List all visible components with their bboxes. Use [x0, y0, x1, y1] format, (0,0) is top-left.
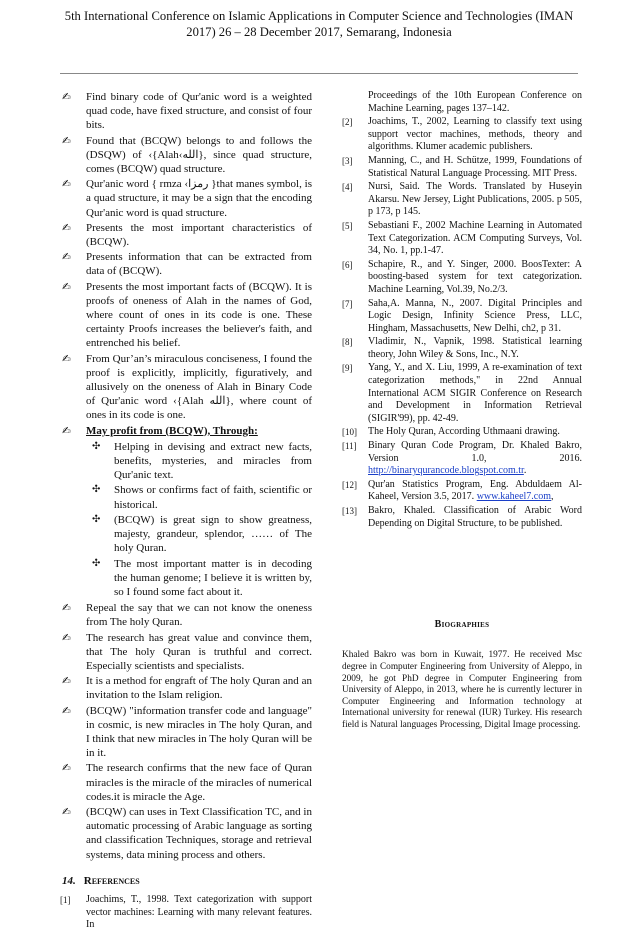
conference-header	[20, 8, 618, 40]
list-item: ✍ Found that (BCQW) belongs to and follows the (DSQW) of ‹{Alah‹الله}, since quad structure, comes (BCQW) quad structure.	[62, 134, 312, 176]
reference-item: [3] Manning, C., and H. Schütze, 1999, Foundations of Statistical Natural Language Processing. MIT Press.	[342, 154, 582, 179]
pencil-icon: ✍	[62, 704, 71, 717]
star-cross-icon: ✣	[92, 557, 101, 569]
pencil-icon: ✍	[62, 805, 71, 818]
section-title: References	[83, 874, 140, 887]
conclusion-list	[60, 90, 312, 862]
sub-list-item: ✣ Shows or confirms fact of faith, scientific or historical.	[92, 484, 312, 511]
biographies-heading: Biographies	[434, 619, 490, 631]
reference-item: [7] Saha,A. Manna, N., 2007. Digital Principles and Logic Design, Infinity Science Press, LLC, Hingham, Massachusetts, New Delhi, ch2, p 31.	[342, 297, 582, 334]
header-line-1: 5th International Conference on Islamic Applications in Computer Science and Technologies (IMAN	[64, 9, 574, 23]
pencil-icon: ✍	[62, 762, 71, 775]
references-heading	[62, 874, 312, 888]
list-item: ✍ Presents the most important facts of (BCQW). It is proofs of oneness of Alah in the names of God, where count of ones in its code is one. These certainty Proofs increases the believer's faith, and entrenched his belief.	[62, 280, 312, 350]
reference-link[interactable]: www.kaheel7.com	[476, 491, 552, 503]
pencil-icon: ✍	[62, 602, 71, 615]
list-item: ✍ Presents information that can be extracted from data of (BCQW).	[62, 251, 312, 278]
pencil-icon: ✍	[62, 280, 71, 293]
sub-list-item: ✣ (BCQW) is great sign to show greatness, majesty, grandeur, splendor, …… of The holy Quran.	[92, 513, 312, 555]
right-column	[342, 90, 582, 732]
reference-item: [2] Joachims, T., 2002, Learning to classify text using support vector machines, methods, theory and algorithms. Klumer academic publishers.	[342, 116, 582, 153]
star-cross-icon: ✣	[92, 484, 101, 496]
section-number: 14.	[62, 874, 76, 887]
reference-item: [13] Bakro, Khaled. Classification of Arabic Word Depending on Digital Structure, to be published.	[342, 505, 582, 529]
list-item: ✍ Presents the most important characteristics of (BCQW).	[62, 221, 312, 249]
reference-item: [11] Binary Quran Code Program, Dr. Khaled Bakro, Version 1.0, 2016. http://binaryqurancode.blogspot.com.tr.	[342, 440, 582, 477]
reference-item: [6] Schapire, R., and Y. Singer, 2000. BoosTexter: A boosting-based system for text categorization. Machine Learning, Vol.39, No.2/3.	[342, 258, 582, 295]
pencil-icon: ✍	[62, 134, 71, 147]
sub-list-item: ✣ Helping in devising and extract new facts, benefits, mysteries, and miracles from Qur'anic text.	[92, 440, 312, 482]
reference-item: [5] Sebastiani F., 2002 Machine Learning in Automated Text Categorization. ACM Computing Surveys, Vol. 34, No. 1, pp.1-47.	[342, 219, 582, 257]
list-item: ✍ Qur'anic word { rmza ‹رمزا }that manes symbol, is a quad structure, it may be a sign that the encoding Qur'anic word is quad structure.	[62, 178, 312, 219]
list-item: ✍ The research has great value and convince them, that The holy Quran is truthful and correct. Especially scientists and specialists.	[62, 631, 312, 672]
pencil-icon: ✍	[62, 675, 71, 688]
pencil-icon: ✍	[62, 251, 71, 264]
list-item: ✍ (BCQW) can uses in Text Classification TC, and in automatic processing of Arabic language as sorting and classification Techniques, storage and retrieval systems, data mining process and others.	[62, 805, 312, 861]
left-column	[60, 90, 312, 933]
pencil-icon: ✍	[62, 221, 71, 234]
list-item: ✍ From Qur’an’s miraculous conciseness, I found the proof is explicitly, implicitly, figuratively, and allusively on the oneness of Alah in Binary Code of Qur'anic word ‹{Alah الله}, where count of ones in its code is one.	[62, 352, 312, 422]
reference-item: [4] Nursi, Said. The Words. Translated by Huseyin Akarsu. New Jersey, Light Publications, 2005. p 505, p 173, p 145.	[342, 181, 582, 218]
pencil-icon: ✍	[62, 178, 71, 191]
sub-list-item: ✣ The most important matter is in decoding the human genome; I believe it is written by, so I found some fact about it.	[92, 557, 312, 598]
reference-link[interactable]: http://binaryqurancode.blogspot.com.tr	[368, 465, 524, 477]
reference-item: [1] Joachims, T., 1998. Text categorization with support vector machines: Learning with many relevant features. In	[60, 893, 312, 931]
reference-list-left	[60, 894, 312, 932]
pencil-icon: ✍	[62, 424, 71, 437]
list-item	[60, 424, 312, 599]
star-cross-icon: ✣	[92, 440, 101, 452]
list-item: ✍ Repeal the say that we can not know the oneness from The holy Quran.	[62, 602, 312, 629]
star-cross-icon: ✣	[92, 513, 101, 525]
reference-list-right	[342, 90, 582, 530]
reference-item: [9] Yang, Y., and X. Liu, 1999, A re-examination of text categorization methods," in 22nd Annual International ACM SIGIR Conference on Research and Development in Information Retrieval (SIGIR'99), pp. 42-49.	[342, 362, 582, 424]
biography-text: Khaled Bakro was born in Kuwait, 1977. He received Msc degree in Computer Engineering from University of Aleppo, in 2009, he got PhD degree in Computer Engineering from University of Aleppo, in 2013, where he is currently lecturer in Computer Engineering and Information technology at International university for renewal (IUR) Turkey. His research field is Natural languages Processing, Digital Image processing.	[342, 650, 582, 730]
pencil-icon: ✍	[62, 352, 71, 365]
pencil-icon: ✍	[62, 631, 71, 644]
header-divider	[60, 73, 578, 74]
reference-item: [12] Qur'an Statistics Program, Eng. Abduldaem Al-Kaheel, Version 3.5, 2017. www.kaheel7.com,	[342, 478, 582, 503]
pencil-icon: ✍	[62, 91, 71, 103]
header-line-2: 2017) 26 – 28 December 2017, Semarang, Indonesia	[186, 25, 452, 39]
profit-sublist	[86, 440, 312, 599]
list-item: ✍ The research confirms that the new face of Quran miracles is the miracle of the miracles of numerical codes.it is miracle the Age.	[62, 762, 313, 803]
reference-item: [10] The Holy Quran, According Uthmaani drawing.	[342, 426, 560, 438]
list-item: ✍ Find binary code of Qur'anic word is a weighted quad code, have fixed structure, and consist of four bits.	[62, 91, 312, 132]
profit-heading: May profit from (BCQW), Through:	[86, 424, 258, 437]
list-item: ✍ It is a method for engraft of The holy Quran and an invitation to the Islam religion.	[62, 675, 312, 702]
reference-item: Proceedings of the 10th European Conference on Machine Learning, pages 137–142.	[368, 90, 582, 114]
list-item: ✍ (BCQW) "information transfer code and language" in cosmic, is new miracles in The holy Quran, and I think that new miracles in The holy Quran will be in it.	[62, 704, 312, 760]
reference-item: [8] Vladimir, N., Vapnik, 1998. Statistical learning theory, John Wiley & Sons, Inc., N.Y.	[342, 336, 582, 360]
